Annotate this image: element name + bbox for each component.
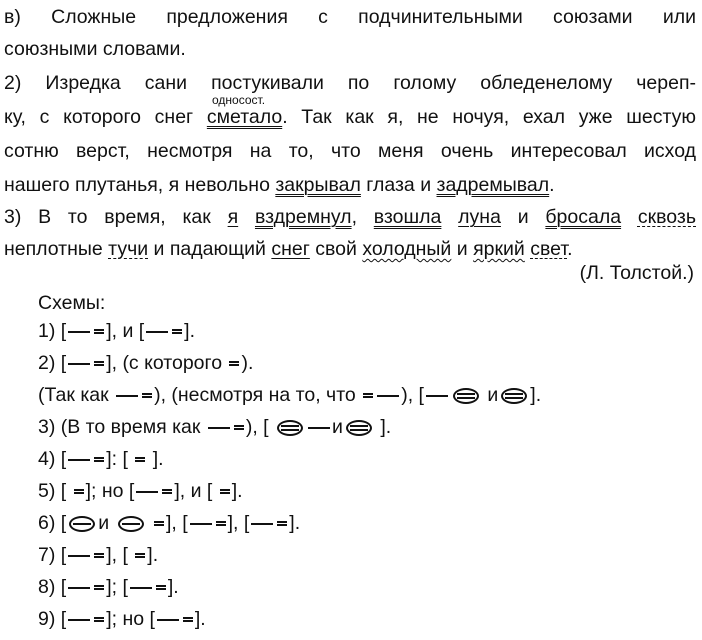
- text: ]: [: [106, 448, 128, 470]
- scheme-3: [38, 418, 391, 438]
- subject-mark: [251, 523, 273, 525]
- text: 3) (В то время как: [38, 416, 201, 438]
- predicate: бросала: [545, 206, 622, 228]
- p2-line1: 2) Изредка сани постукивали по голому обледенелому череп-: [4, 72, 696, 94]
- subject-mark: [68, 331, 90, 333]
- subject-mark: [68, 459, 90, 461]
- subject-mark: [68, 363, 90, 365]
- predicate-mark: [142, 393, 152, 398]
- predicate-oval-icon: [453, 388, 479, 404]
- text: ], [: [165, 512, 188, 534]
- object: свет: [530, 238, 568, 260]
- subject-oval-icon: [69, 516, 95, 532]
- subject-mark: [68, 555, 90, 557]
- predicate-mark: [216, 521, 226, 526]
- text: неплотные: [4, 238, 109, 260]
- predicate: вздремнул: [254, 206, 352, 228]
- predicate-mark: [74, 489, 84, 494]
- text: и: [487, 384, 499, 406]
- p2-line3: сотню верст, несмотря на то, что меня очень интересовал исход: [4, 140, 696, 162]
- subject-mark: [208, 427, 230, 429]
- predicate: взошла: [373, 206, 442, 228]
- attribute: холодный: [362, 238, 452, 260]
- section-heading-line1: в) Сложные предложения с подчинительными союзами или: [4, 6, 696, 28]
- text: [238, 206, 255, 228]
- predicate-oval-icon: [277, 420, 303, 436]
- text: 7) [: [38, 544, 67, 566]
- predicate-mark: [154, 521, 164, 526]
- predicate-mark: [94, 585, 104, 590]
- text: ], (с которого: [106, 352, 223, 374]
- author: (Л. Толстой.): [579, 262, 694, 284]
- text: 2) [: [38, 352, 67, 374]
- predicate-mark: [94, 617, 104, 622]
- text: и: [98, 512, 110, 534]
- text: ку, с которого снег: [4, 106, 207, 128]
- subject-mark: [190, 523, 212, 525]
- text: ]; [: [106, 576, 128, 598]
- predicate-mark: [162, 489, 172, 494]
- predicate: задремывал: [436, 174, 550, 196]
- subject-oval-icon: [118, 516, 144, 532]
- p2-annotation: односост.: [212, 93, 266, 107]
- subject-mark: [130, 587, 152, 589]
- text: ].: [530, 384, 542, 406]
- text: ].: [152, 448, 164, 470]
- text: 4) [: [38, 448, 67, 470]
- text: и: [500, 206, 546, 228]
- text: 3) В то время, как: [4, 206, 228, 228]
- text: нашего плутанья, я невольно: [4, 174, 276, 196]
- circumstance: сквозь: [637, 206, 697, 228]
- circumstance: тучи: [108, 238, 149, 260]
- predicate-mark: [220, 489, 230, 494]
- text: 5) [: [38, 480, 67, 502]
- text: ].: [147, 544, 159, 566]
- predicate-mark: [135, 457, 145, 462]
- schemes-title: Схемы:: [38, 292, 106, 314]
- predicate-mark: [135, 553, 145, 558]
- section-heading-line2: союзными словами.: [4, 38, 186, 60]
- subject: луна: [458, 206, 501, 228]
- subject-mark: [68, 587, 90, 589]
- text: 6) [: [38, 512, 67, 534]
- predicate-mark: [363, 393, 373, 398]
- text: свой: [309, 238, 363, 260]
- scheme-4: [38, 450, 164, 470]
- text: ]; но [: [106, 608, 155, 630]
- predicate-mark: [94, 329, 104, 334]
- subject-mark: [68, 619, 90, 621]
- scheme-9: [38, 610, 206, 630]
- predicate-mark: [94, 361, 104, 366]
- text: и падающий: [148, 238, 272, 260]
- text: ), [: [401, 384, 424, 406]
- text: ,: [351, 206, 374, 228]
- text: . Так как я, не ночуя, ехал уже шестую: [282, 106, 696, 128]
- p3-line1: [4, 208, 696, 228]
- scheme-8: [38, 578, 179, 598]
- scheme-6: [38, 514, 300, 534]
- text: ], [: [227, 512, 250, 534]
- text: .: [549, 174, 555, 196]
- subject-mark: [308, 427, 330, 429]
- text: ].: [380, 416, 392, 438]
- p3-line2: [4, 240, 573, 260]
- text: ], [: [106, 544, 128, 566]
- p2-line2: [4, 108, 696, 128]
- subject-mark: [146, 331, 168, 333]
- text: (Так как: [38, 384, 109, 406]
- text: ]; но [: [85, 480, 135, 502]
- text: .: [567, 238, 573, 260]
- p2-line4: [4, 176, 555, 196]
- subject-mark: [116, 395, 138, 397]
- predicate-mark: [94, 457, 104, 462]
- subject: я: [227, 206, 239, 228]
- predicate-mark: [94, 553, 104, 558]
- predicate-mark: [234, 425, 244, 430]
- text: глаза и: [360, 174, 437, 196]
- predicate-mark: [229, 361, 239, 366]
- predicate-mark: [277, 521, 287, 526]
- subject-mark: [157, 619, 179, 621]
- predicate-mark: [183, 617, 193, 622]
- text: ].: [194, 608, 206, 630]
- text: 9) [: [38, 608, 67, 630]
- text: ).: [241, 352, 254, 374]
- text: ].: [184, 320, 196, 342]
- text: ].: [167, 576, 179, 598]
- text: и: [451, 238, 474, 260]
- text: ].: [289, 512, 301, 534]
- text: ), (несмотря на то, что: [154, 384, 356, 406]
- text: ], и [: [174, 480, 213, 502]
- predicate-mark: [156, 585, 166, 590]
- predicate-mark: [172, 329, 182, 334]
- scheme-2: [38, 354, 253, 374]
- scheme-2b: [38, 386, 541, 406]
- text: [621, 206, 638, 228]
- subject-mark: [377, 395, 399, 397]
- scheme-1: [38, 322, 195, 342]
- predicate-oval-icon: [501, 388, 527, 404]
- scheme-5: [38, 482, 243, 502]
- subject-mark: [136, 491, 158, 493]
- text: и: [332, 416, 343, 438]
- subject-mark: [426, 395, 448, 397]
- predicate-oval-icon: [346, 420, 372, 436]
- text: ), [: [245, 416, 269, 438]
- subject: снег: [271, 238, 310, 260]
- scheme-7: [38, 546, 158, 566]
- text: ], и [: [106, 320, 145, 342]
- attribute: яркий: [473, 238, 525, 260]
- text: ].: [231, 480, 243, 502]
- text: 8) [: [38, 576, 67, 598]
- predicate: сметало: [206, 106, 283, 128]
- predicate: закрывал: [275, 174, 361, 196]
- text: 1) [: [38, 320, 67, 342]
